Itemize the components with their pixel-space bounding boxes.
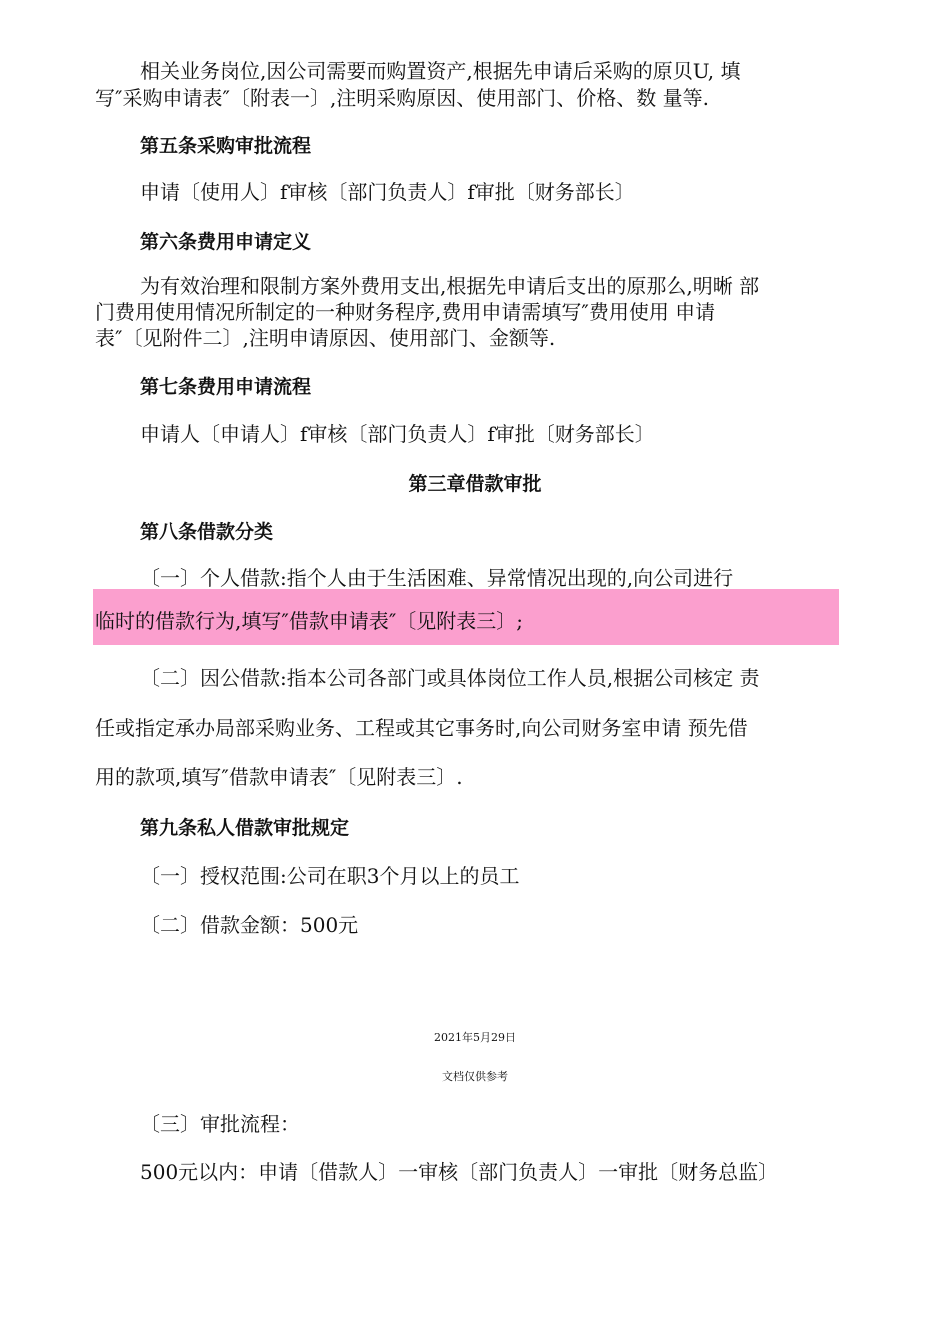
paragraph-line: 任或指定承办局部采购业务、工程或其它事务时,向公司财务室申请 预先借 [95, 716, 748, 740]
paragraph-line: 〔一〕个人借款:指个人由于生活困难、异常情况出现的,向公司进行 [140, 566, 734, 590]
paragraph-line: 相关业务岗位,因公司需要而购置资产,根据先申请后采购的原贝U, 填 [140, 59, 741, 83]
footer-date: 2021年5月29日 [434, 1031, 516, 1044]
paragraph-line: 临时的借款行为,填写″借款申请表″〔见附表三〕; [95, 609, 524, 633]
article-heading: 第九条私人借款审批规定 [140, 817, 350, 839]
article-heading: 第五条采购审批流程 [140, 135, 312, 157]
paragraph-line: 〔一〕授权范围:公司在职3个月以上的员工 [140, 864, 520, 888]
article-heading: 第七条费用申请流程 [140, 376, 312, 398]
paragraph-line: 门费用使用情况所制定的一种财务程序,费用申请需填写″费用使用 申请 [95, 300, 716, 324]
article-heading: 第六条费用申请定义 [140, 231, 312, 253]
paragraph-line: 表″〔见附件二〕,注明申请原因、使用部门、金额等. [95, 326, 556, 350]
article-heading: 第八条借款分类 [140, 521, 274, 543]
paragraph-line: 用的款项,填写″借款申请表″〔见附表三〕. [95, 765, 463, 789]
paragraph-line: 500元以内：申请〔借款人〕一审核〔部门负责人〕一审批〔财务总监〕 [140, 1160, 779, 1184]
footer-note: 文档仅供参考 [442, 1070, 508, 1083]
paragraph-line: 〔二〕借款金额：500元 [140, 913, 359, 937]
paragraph-line: 申请人〔申请人〕f审核〔部门负责人〕f审批〔财务部长〕 [140, 422, 655, 446]
paragraph-line: 〔三〕审批流程： [140, 1112, 300, 1136]
paragraph-line: 为有效治理和限制方案外费用支出,根据先申请后支出的原那么,明晰 部 [140, 274, 760, 298]
paragraph-line: 〔二〕因公借款:指本公司各部门或具体岗位工作人员,根据公司核定 责 [140, 666, 760, 690]
paragraph-line: 申请〔使用人〕f审核〔部门负责人〕f审批〔财务部长〕 [140, 180, 635, 204]
chapter-title: 第三章借款审批 [408, 473, 542, 495]
paragraph-line: 写″采购申请表″〔附表一〕,注明采购原因、使用部门、价格、数 量等. [95, 86, 710, 110]
